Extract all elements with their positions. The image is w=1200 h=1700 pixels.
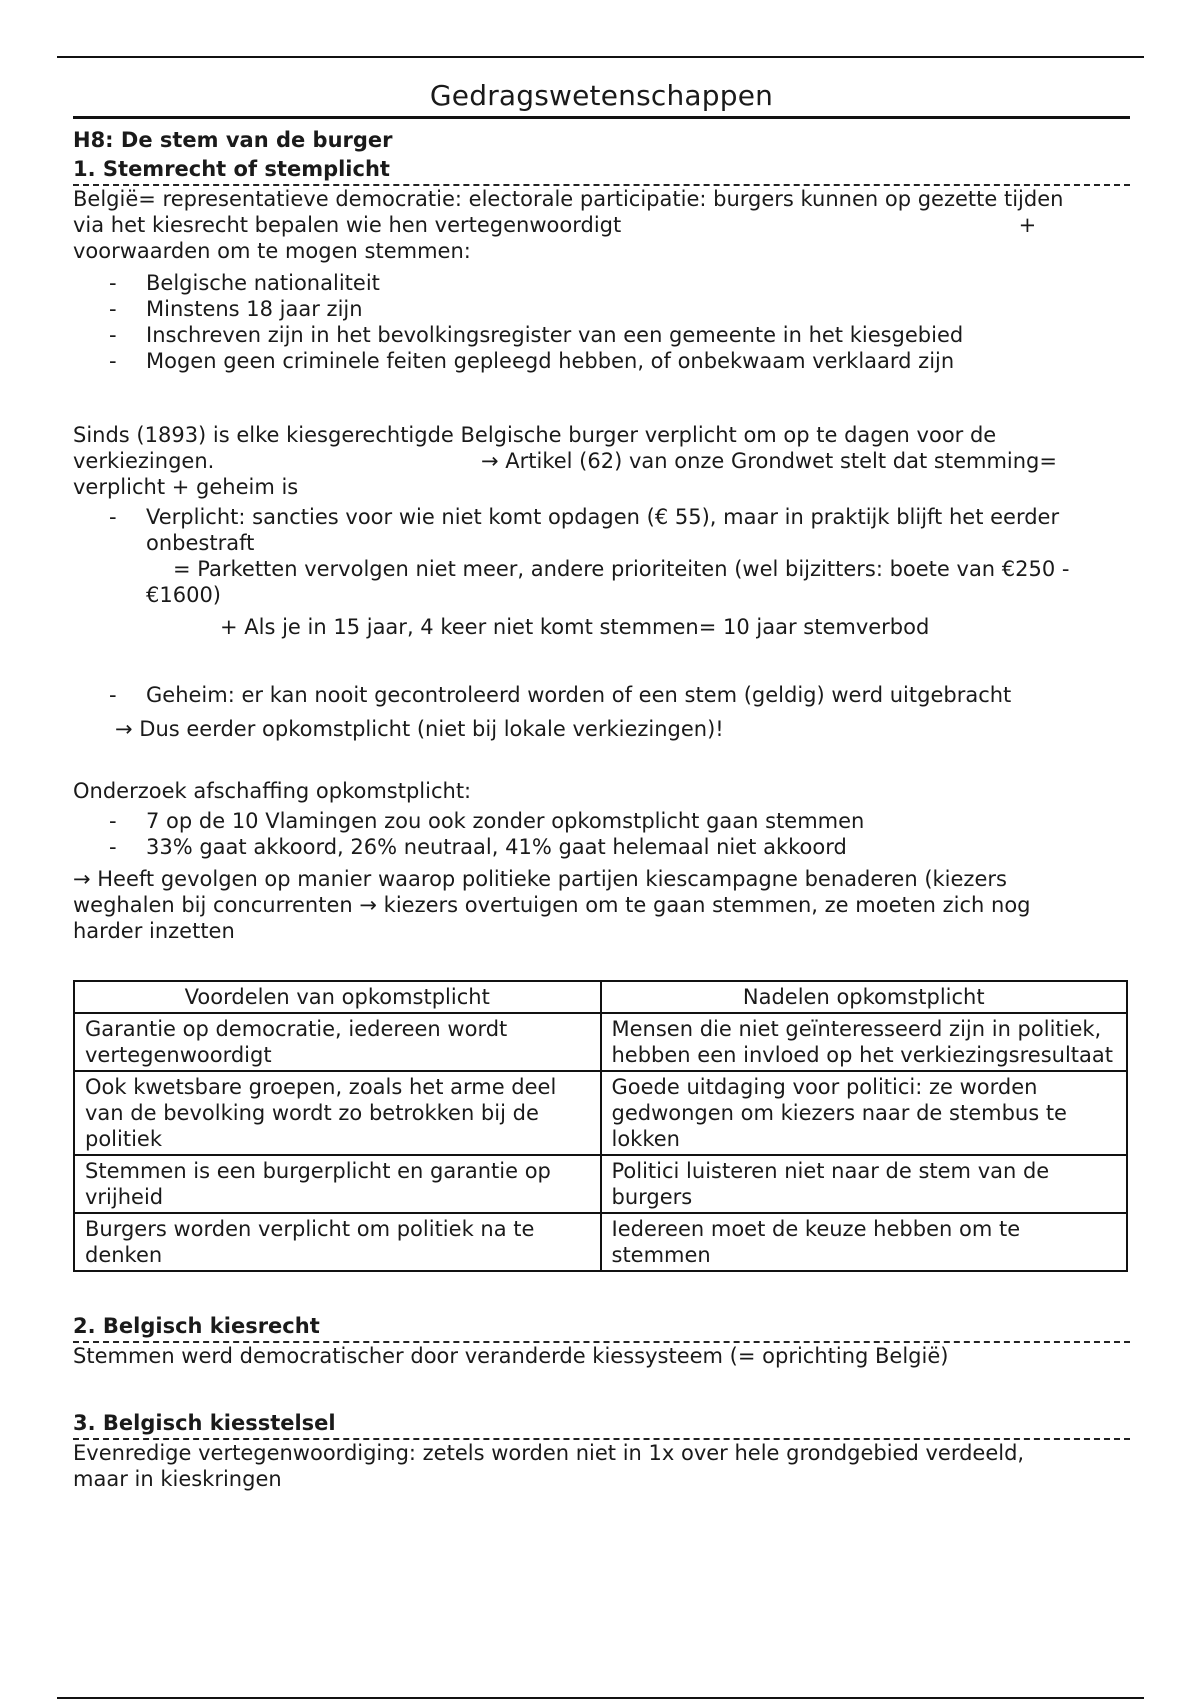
table-header-voordelen: Voordelen van opkomstplicht <box>74 981 601 1013</box>
table-cell: Goede uitdaging voor politici: ze worden gedwongen om kiezers naar de stembus te lokken <box>601 1071 1128 1155</box>
onderzoek-list <box>73 808 1130 860</box>
section-3-text-line-1: Evenredige vertegenwoordiging: zetels worden niet in 1x over hele grondgebied verdeeld, <box>73 1441 1025 1465</box>
table-cell: Stemmen is een burgerplicht en garantie op vrijheid <box>74 1155 601 1213</box>
table-cell: Burgers worden verplicht om politiek na te denken <box>74 1213 601 1271</box>
since-line-1: Sinds (1893) is elke kiesgerechtigde Belgische burger verplicht om op te dagen voor de <box>73 423 997 447</box>
bottom-rule <box>57 1697 1144 1699</box>
list-item: - Mogen geen criminele feiten gepleegd hebben, of onbekwaam verklaard zijn <box>73 348 1130 374</box>
table-header-row <box>74 981 1127 1013</box>
document-page <box>73 78 1130 1492</box>
intro-line-1: België= representatieve democratie: electorale participatie: burgers kunnen op gezette tijden <box>73 187 1064 211</box>
table-cell: Iedereen moet de keuze hebben om te stemmen <box>601 1213 1128 1271</box>
conditions-list <box>73 270 1130 374</box>
list-item: - 7 op de 10 Vlamingen zou ook zonder opkomstplicht gaan stemmen <box>73 808 1130 834</box>
list-item <box>73 504 1130 556</box>
intro-line-2-text: via het kiesrecht bepalen wie hen vertegenwoordigt <box>73 213 622 237</box>
onderzoek-heading: Onderzoek afschaffing opkomstplicht: <box>73 779 472 803</box>
since-line-3: verplicht + geheim is <box>73 475 299 499</box>
table-row <box>74 1071 1127 1155</box>
opkomst-conclusion: → Dus eerder opkomstplicht (niet bij lokale verkiezingen)! <box>115 717 724 741</box>
gevolgen-line-3: harder inzetten <box>73 919 235 943</box>
table-cell: Ook kwetsbare groepen, zoals het arme deel van de bevolking wordt zo betrokken bij de politiek <box>74 1071 601 1155</box>
geheim-list <box>73 682 1130 708</box>
gevolgen-line-2: weghalen bij concurrenten → kiezers overtuigen om te gaan stemmen, ze moeten zich nog <box>73 893 1031 917</box>
table-row <box>74 1013 1127 1071</box>
table-cell: Garantie op democratie, iedereen wordt vertegenwoordigt <box>74 1013 601 1071</box>
table-row <box>74 1213 1127 1271</box>
parketten-line-1: = Parketten vervolgen niet meer, andere prioriteiten (wel bijzitters: boete van €250 - <box>173 557 1070 581</box>
table-cell: Politici luisteren niet naar de stem van de burgers <box>601 1155 1128 1213</box>
list-item: - Inschreven zijn in het bevolkingsregister van een gemeente in het kiesgebied <box>73 322 1130 348</box>
since-line-2-start: verkiezingen. <box>73 449 215 473</box>
section-2-heading: 2. Belgisch kiesrecht <box>73 1312 1130 1343</box>
section-1-heading: 1. Stemrecht of stemplicht <box>73 155 1130 186</box>
pros-cons-table <box>73 980 1128 1272</box>
chapter-title: H8: De stem van de burger <box>73 128 393 152</box>
section-2-text: Stemmen werd democratischer door veranderde kiessysteem (= oprichting België) <box>73 1344 949 1368</box>
list-item: - 33% gaat akkoord, 26% neutraal, 41% gaat helemaal niet akkoord <box>73 834 1130 860</box>
verplicht-line-2: onbestraft <box>146 531 255 555</box>
table-row <box>74 1155 1127 1213</box>
verplicht-line-1: - Verplicht: sancties voor wie niet komt opdagen (€ 55), maar in praktijk blijft het eerder <box>146 505 1060 529</box>
document-title: Gedragswetenschappen <box>73 78 1130 119</box>
top-rule <box>57 56 1144 58</box>
intro-plus: + <box>1018 213 1037 237</box>
since-line-2 <box>73 448 1130 474</box>
intro-line-3: voorwaarden om te mogen stemmen: <box>73 239 471 263</box>
table-header-nadelen: Nadelen opkomstplicht <box>601 981 1128 1013</box>
section-3-text-line-2: maar in kieskringen <box>73 1467 282 1491</box>
intro-line-2 <box>73 212 1130 238</box>
since-line-2-end: → Artikel (62) van onze Grondwet stelt dat stemming= <box>481 449 1057 473</box>
gevolgen-line-1: → Heeft gevolgen op manier waarop politieke partijen kiescampagne benaderen (kiezers <box>73 867 1007 891</box>
stemverbod-line: + Als je in 15 jaar, 4 keer niet komt stemmen= 10 jaar stemverbod <box>220 615 930 639</box>
verplicht-list <box>73 504 1130 556</box>
parketten-line-2: €1600) <box>146 583 221 607</box>
list-item: - Geheim: er kan nooit gecontroleerd worden of een stem (geldig) werd uitgebracht <box>73 682 1130 708</box>
section-3-heading: 3. Belgisch kiesstelsel <box>73 1409 1130 1440</box>
list-item: - Belgische nationaliteit <box>73 270 1130 296</box>
list-item: - Minstens 18 jaar zijn <box>73 296 1130 322</box>
table-cell: Mensen die niet geïnteresseerd zijn in politiek, hebben een invloed op het verkiezingsresultaat <box>601 1013 1128 1071</box>
